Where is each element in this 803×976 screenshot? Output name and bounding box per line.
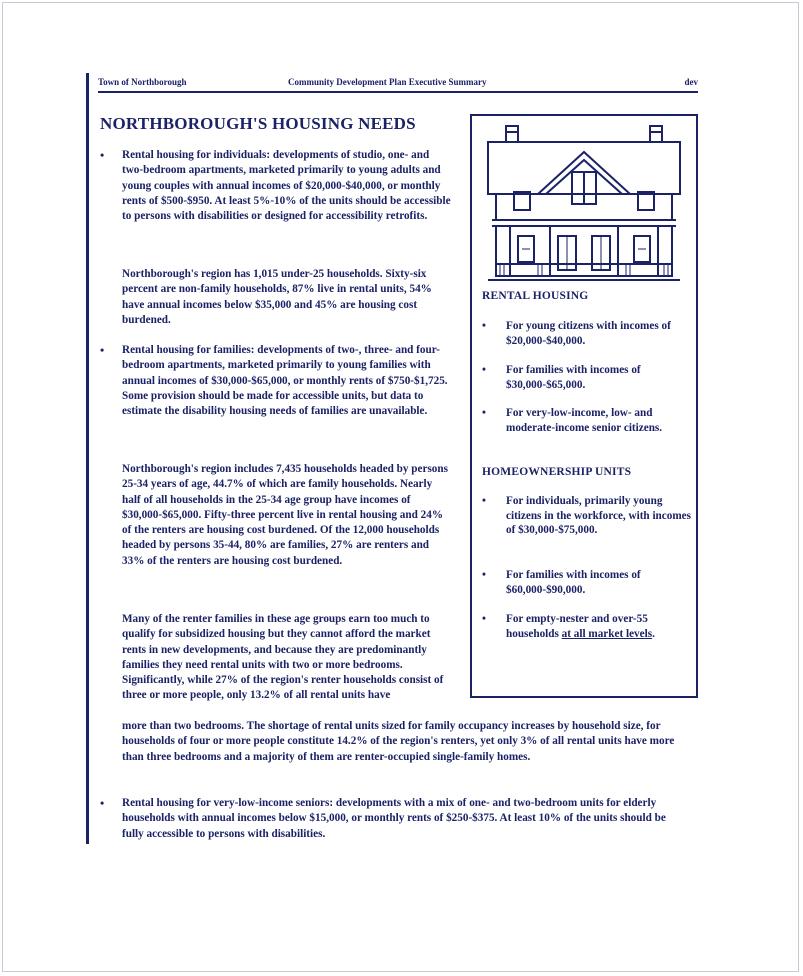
sidebar-item-text: For very-low-income, low- and moderate-income senior citizens. <box>506 407 663 434</box>
bullet-marker: • <box>482 407 486 419</box>
bullet-marker: • <box>482 495 486 507</box>
paragraph-text: developments of two-, three- and four-bedroom apartments, marketed primarily to young families with annual incomes of $30,000-$65,000, or monthly rents of $750-$1,725. Some provision should be made for accessible units, but data to estimate the disability housing needs of families are unavailable. <box>122 344 448 418</box>
paragraph-renter-families-cont: more than two bedrooms. The shortage of rental units sized for family occupancy increases by household size, for households of four or more people constitute 14.2% of the region's renters, yet only 3% of all rental units have more than three bedrooms and a majority of them are renter-occupied single-family homes. <box>122 720 675 763</box>
heading-homeownership-units: HOMEOWNERSHIP UNITS <box>482 466 632 478</box>
paragraph-rental-seniors <box>122 796 682 842</box>
header-right: dev <box>684 77 698 87</box>
margin-rule <box>86 73 89 844</box>
paragraph-renter-families: Many of the renter families in these age groups earn too much to qualify for subsidized housing but they cannot afford the market rents in new developments, and because they are predominantly families they need rental units with two or more bedrooms. Significantly, while 27% of the region's renter households consist of three or more people, only 13.2% of all rental units have <box>122 613 444 702</box>
running-header <box>98 77 698 93</box>
bullet-marker: • <box>482 613 486 625</box>
paragraph-lead: Rental housing for very-low-income seniors: <box>122 797 334 809</box>
bullet-marker: • <box>482 320 486 332</box>
bullet-marker: • <box>100 148 105 162</box>
bullet-marker: • <box>100 343 105 357</box>
sidebar-item-end: . <box>652 627 655 640</box>
bullet-marker: • <box>482 569 486 581</box>
bullet-marker: • <box>482 364 486 376</box>
market-levels-link[interactable]: at all market levels <box>561 627 653 640</box>
header-center: Community Development Plan Executive Summary <box>288 77 487 87</box>
sidebar-box <box>470 114 698 698</box>
paragraph-text: developments with a mix of one- and two-bedroom units for elderly households with annual incomes below $15,000, or monthly rents of $250-$375. At least 10% of the units should be fully accessible to persons with disabilities. <box>122 797 666 840</box>
house-illustration <box>486 124 682 284</box>
sidebar-item-text: For young citizens with incomes of $20,000-$40,000. <box>506 320 671 347</box>
sidebar-item-text: For families with incomes of $30,000-$65,000. <box>506 364 641 391</box>
paragraph-lead: Rental housing for individuals: <box>122 149 271 161</box>
paragraph-lead: Rental housing for families: <box>122 344 255 356</box>
page-title: NORTHBOROUGH'S HOUSING NEEDS <box>100 114 416 133</box>
paragraph-region-25-34: Northborough's region includes 7,435 households headed by persons 25-34 years of age, 44.7% of which are family households. Nearly half of all households in the 25-34 age group have incomes of $30,000-$65,000. Fifty-three percent live in rental housing and 24% of the renters are housing cost burdened. Of the 12,000 households headed by persons 35-44, 80% are families, 27% are renters and 33% of the renters are housing cost burdened. <box>122 463 448 567</box>
paragraph-rental-families <box>122 343 452 419</box>
sidebar-item-text: For families with incomes of $60,000-$90,000. <box>506 569 641 596</box>
paragraph-text: developments of studio, one- and two-bedroom apartments, marketed primarily to young adults and young couples with annual incomes of $20,000-$40,000, or monthly rents of $500-$950. At least 5%-10% of the units should be accessible to persons with disabilities or designed for accessibility retrofits. <box>122 149 451 223</box>
paragraph-rental-individuals <box>122 148 452 224</box>
sidebar-item-text <box>506 612 692 641</box>
sidebar-item-lead: For empty-nester and over-55 households <box>506 613 648 640</box>
paragraph-region-under25: Northborough's region has 1,015 under-25 households. Sixty-six percent are non-family households, 87% live in rental units, 54% have annual incomes below $35,000 and 45% are housing cost burdened. <box>122 268 432 326</box>
heading-rental-housing: RENTAL HOUSING <box>482 290 589 302</box>
sidebar-item-text: For individuals, primarily young citizens in the workforce, with incomes of $30,000-$75,000. <box>506 495 691 537</box>
header-left: Town of Northborough <box>98 77 187 87</box>
bullet-marker: • <box>100 796 105 810</box>
